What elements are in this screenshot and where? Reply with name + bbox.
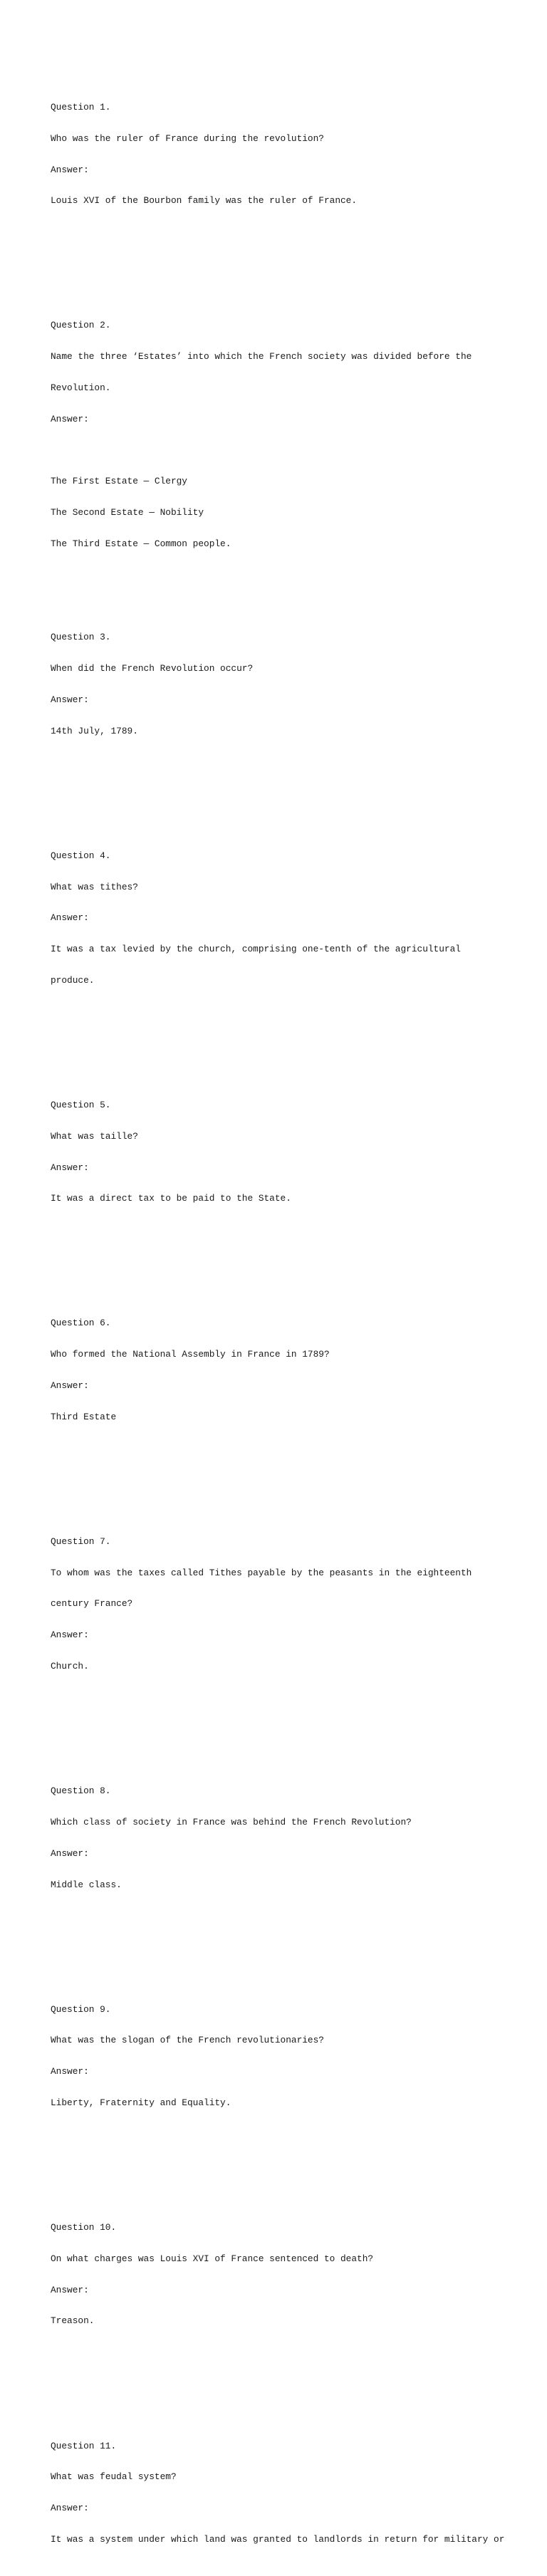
answer-text: The Third Estate — Common people. [51, 538, 231, 549]
spacer [51, 1464, 521, 1475]
answer-label: Answer: [51, 1162, 89, 1173]
spacer [51, 2368, 521, 2379]
question-number: Question 4. [51, 850, 111, 861]
spacer [51, 2150, 521, 2161]
qa-block-8 [51, 1766, 521, 1911]
question-text: To whom was the taxes called Tithes payable by the peasants in the eighteenth [51, 1567, 472, 1578]
qa-block-3 [51, 612, 521, 757]
question-text: Revolution. [51, 382, 111, 393]
answer-text: Church. [51, 1661, 89, 1672]
answer-label: Answer: [51, 2066, 89, 2077]
answer-text: Middle class. [51, 1879, 122, 1890]
question-number: Question 3. [51, 632, 111, 643]
answer-text: 14th July, 1789. [51, 725, 138, 736]
question-number: Question 7. [51, 1535, 111, 1547]
document-page [51, 51, 521, 2576]
question-text: When did the French Revolution occur? [51, 663, 254, 674]
question-text: century France? [51, 1598, 133, 1610]
question-text: What was the slogan of the French revolutionaries? [51, 2035, 324, 2046]
question-number: Question 11. [51, 2440, 117, 2451]
qa-block-10 [51, 2202, 521, 2347]
qa-block-2 [51, 300, 521, 570]
question-number: Question 10. [51, 2222, 117, 2233]
question-text: What was tithes? [51, 881, 138, 892]
answer-label: Answer: [51, 1847, 89, 1859]
answer-text: Third Estate [51, 1411, 117, 1422]
answer-text [51, 446, 521, 457]
answer-text: The First Estate — Clergy [51, 476, 187, 487]
answer-text: produce. [51, 974, 95, 986]
answer-label: Answer: [51, 164, 89, 175]
question-text: Name the three ‘Estates’ into which the French society was divided before the [51, 351, 472, 363]
answer-text: Louis XVI of the Bourbon family was the ruler of France. [51, 195, 358, 207]
qa-block-4 [51, 830, 521, 1007]
question-text: What was feudal system? [51, 2471, 177, 2483]
answer-label: Answer: [51, 2284, 89, 2295]
answer-label: Answer: [51, 912, 89, 924]
spacer [51, 1714, 521, 1724]
question-number: Question 8. [51, 1785, 111, 1797]
answer-text: The Second Estate — Nobility [51, 507, 204, 518]
qa-block-6 [51, 1298, 521, 1443]
answer-text: It was a tax levied by the church, comprising one-tenth of the agricultural [51, 944, 461, 955]
answer-text: It was a system under which land was granted to landlords in return for military or [51, 2533, 505, 2545]
question-number: Question 5. [51, 1099, 111, 1110]
question-text: Which class of society in France was behind the French Revolution? [51, 1816, 412, 1827]
question-number: Question 6. [51, 1318, 111, 1329]
qa-block-11 [51, 2420, 521, 2565]
question-number: Question 2. [51, 320, 111, 331]
spacer [51, 1931, 521, 1942]
answer-text: Treason. [51, 2315, 95, 2327]
question-text: What was taille? [51, 1130, 138, 1142]
question-number: Question 1. [51, 101, 111, 113]
qa-block-1 [51, 82, 521, 227]
question-number: Question 9. [51, 2003, 111, 2015]
answer-label: Answer: [51, 2503, 89, 2514]
question-text: On what charges was Louis XVI of France sentenced to death? [51, 2253, 374, 2264]
answer-label: Answer: [51, 694, 89, 705]
answer-label: Answer: [51, 1380, 89, 1391]
question-text: Who formed the National Assembly in France in 1789? [51, 1349, 330, 1360]
qa-block-5 [51, 1080, 521, 1225]
spacer [51, 778, 521, 789]
qa-block-7 [51, 1516, 521, 1693]
spacer [51, 248, 521, 259]
answer-label: Answer: [51, 1629, 89, 1641]
answer-text: It was a direct tax to be paid to the State. [51, 1193, 291, 1204]
question-text: Who was the ruler of France during the revolution? [51, 132, 324, 144]
spacer [51, 1246, 521, 1256]
qa-block-9 [51, 1983, 521, 2129]
answer-text: Liberty, Fraternity and Equality. [51, 2097, 231, 2108]
spacer [51, 1028, 521, 1038]
answer-label: Answer: [51, 413, 89, 424]
